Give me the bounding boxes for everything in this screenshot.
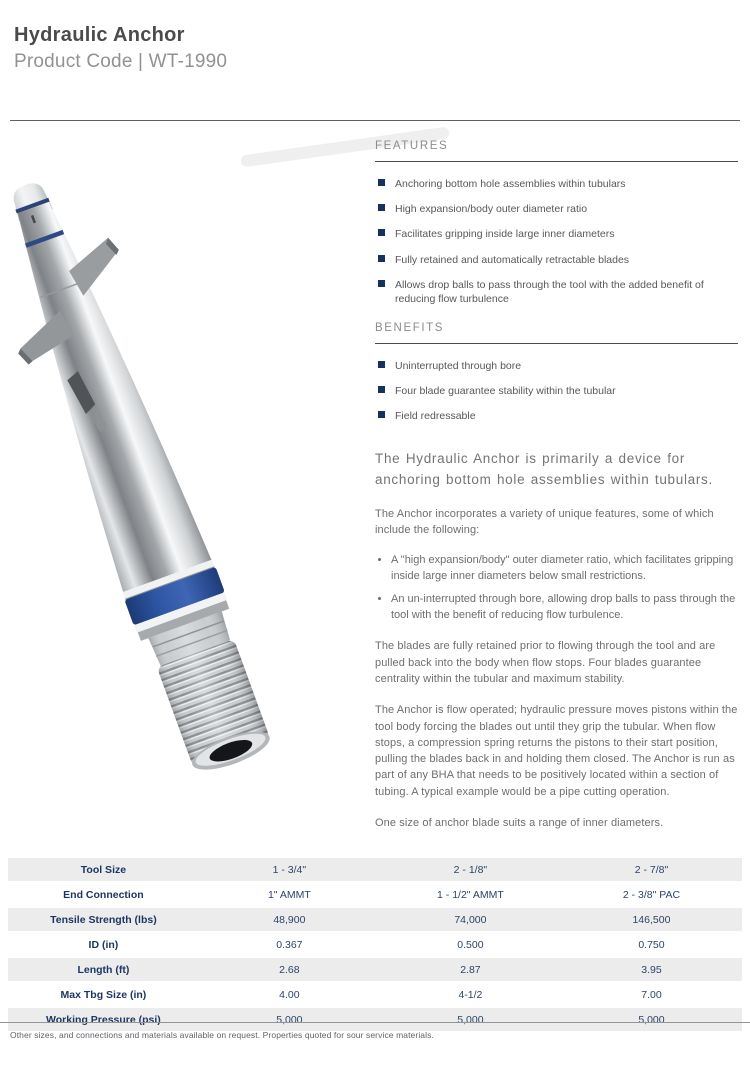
row-value: 7.00 — [641, 988, 662, 1001]
row-value: 4.00 — [279, 988, 300, 1001]
row-value: 2.68 — [279, 963, 300, 976]
feature-item — [378, 202, 738, 216]
row-value: 3.95 — [641, 963, 662, 976]
row-value: 0.750 — [638, 938, 665, 951]
right-column — [375, 140, 738, 831]
header-divider — [10, 120, 740, 121]
row-value: 48,900 — [273, 913, 306, 926]
table-row — [8, 958, 742, 981]
row-value: 2 - 7/8" — [634, 863, 669, 876]
hydraulic-anchor-photo — [0, 128, 368, 873]
row-value: 5,000 — [276, 1013, 303, 1026]
table-row — [8, 933, 742, 956]
feature-item — [378, 177, 738, 191]
benefits-heading: BENEFITS — [375, 322, 738, 344]
header — [14, 24, 227, 73]
feature-text: Anchoring bottom hole assemblies within tubulars — [395, 178, 626, 190]
description-bullet: • An un-interrupted through bore, allowing drop balls to pass through the tool with the benefit of reducing flow turbulence. — [391, 591, 738, 623]
square-bullet-icon — [378, 255, 385, 262]
square-bullet-icon — [378, 361, 385, 368]
table-row — [8, 908, 742, 931]
square-bullet-icon — [378, 411, 385, 418]
feature-item — [378, 227, 738, 241]
description-bullet-list — [375, 552, 738, 623]
row-label: Tensile Strength (lbs) — [50, 913, 157, 926]
row-value: 1" AMMT — [267, 888, 311, 901]
feature-text: Facilitates gripping inside large inner diameters — [395, 228, 615, 241]
footer-divider — [0, 1022, 750, 1023]
benefit-text: Uninterrupted through bore — [395, 360, 522, 373]
row-label: Length (ft) — [77, 963, 130, 976]
row-label: Working Pressure (psi) — [46, 1013, 161, 1026]
row-value: 2.87 — [460, 963, 481, 976]
square-bullet-icon — [378, 229, 385, 236]
features-list — [375, 177, 738, 306]
row-value: 0.367 — [276, 938, 303, 951]
benefit-text: Field redressable — [395, 410, 476, 423]
table-row — [8, 858, 742, 881]
square-bullet-icon — [378, 179, 385, 186]
row-value: 146,500 — [632, 913, 671, 926]
row-value: 5,000 — [457, 1013, 484, 1026]
table-row — [8, 1008, 742, 1031]
description-paragraph: One size of anchor blade suits a range of inner diameters. — [375, 816, 664, 829]
benefit-item — [378, 409, 738, 423]
product-code: Product Code | WT-1990 — [14, 51, 228, 72]
square-bullet-icon — [378, 280, 385, 287]
description-intro: The Anchor incorporates a variety of unique features, some of which include the following: — [375, 507, 714, 536]
row-value: 2 - 3/8" PAC — [622, 888, 681, 901]
row-value: 5,000 — [638, 1013, 665, 1026]
row-label: Tool Size — [80, 863, 127, 876]
row-label: ID (in) — [88, 938, 119, 951]
feature-item — [378, 278, 738, 306]
anchor-tool — [0, 162, 298, 785]
benefit-text: Four blade guarantee stability within the tubular — [395, 385, 616, 398]
footnote: Other sizes, and connections and materials available on request. Properties quoted for sour service materials. — [10, 1030, 434, 1040]
benefit-item — [378, 359, 738, 373]
feature-text: Fully retained and automatically retractable blades — [395, 253, 630, 266]
row-value: 4-1/2 — [458, 988, 483, 1001]
feature-item — [378, 253, 738, 267]
page-title: Hydraulic Anchor — [14, 24, 185, 46]
table-row — [8, 983, 742, 1006]
product-image — [0, 128, 368, 873]
row-value: 1 - 1/2" AMMT — [437, 888, 504, 901]
description-paragraph: The Anchor is flow operated; hydraulic pressure moves pistons within the tool body forcing the blades out until they grip the tubular. When flow stops, a compression spring returns the pistons to their start position, pulling the blades back in and holding them closed. The Anchor is run as part of any BHA that needs to be positively located within a section of tubing. A typical example would be a pipe cutting operation. — [375, 704, 738, 798]
row-label: Max Tbg Size (in) — [60, 988, 147, 1001]
row-label: End Connection — [63, 888, 144, 901]
description-lead: The Hydraulic Anchor is primarily a device for anchoring bottom hole assemblies within tubulars. — [375, 450, 713, 488]
spec-table — [8, 856, 742, 1033]
row-value: 0.500 — [457, 938, 484, 951]
benefit-item — [378, 384, 738, 398]
square-bullet-icon — [378, 204, 385, 211]
description-paragraph: The blades are fully retained prior to flowing through the tool and are pulled back into the body when flow stops. Four blades guarantee centrality within the tubular and maximum stability. — [375, 640, 716, 685]
benefits-list — [375, 359, 738, 424]
square-bullet-icon — [378, 386, 385, 393]
description-bullet: • A "high expansion/body" outer diameter ratio, which facilitates gripping inside large inner diameters below small restrictions. — [391, 552, 738, 584]
row-value: 1 - 3/4" — [272, 863, 307, 876]
table-row — [8, 883, 742, 906]
features-heading: FEATURES — [375, 140, 738, 162]
row-value: 74,000 — [454, 913, 487, 926]
feature-text: High expansion/body outer diameter ratio — [395, 203, 588, 216]
feature-text: Allows drop balls to pass through the tool with the added benefit of reducing flow turbulence — [395, 278, 704, 305]
row-value: 2 - 1/8" — [453, 863, 488, 876]
